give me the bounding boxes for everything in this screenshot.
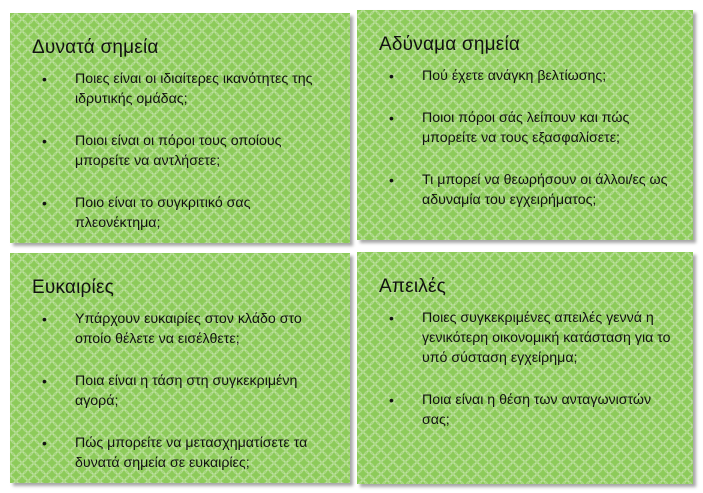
bullet-icon: • [389,392,394,408]
threats-list [379,308,675,430]
list-item-text: Πώς μπορείτε να μετασχηματίσετε τα δυνατά σημεία σε ευκαιρίες; [75,435,308,471]
list-item [32,433,332,473]
list-item-text: Ποιες είναι οι ιδιαίτερες ικανότητες της ιδρυτικής ομάδας; [75,71,313,107]
bullet-icon: • [42,311,47,327]
strengths-title: Δυνατά σημεία [32,37,159,58]
list-item [379,308,675,368]
list-item [32,69,332,109]
opportunities-list [32,309,332,473]
list-item-text: Ποια είναι η τάση στη συγκεκριμένη αγορά; [75,373,298,409]
bullet-icon: • [42,71,47,87]
bullet-icon: • [389,310,394,326]
list-item [32,371,332,411]
opportunities-title: Ευκαιρίες [32,277,114,298]
bullet-icon: • [389,68,394,84]
threats-panel [357,252,693,484]
list-item-text: Ποιοι πόροι σάς λείπουν και πώς μπορείτε να τους εξασφαλίσετε; [422,110,630,146]
bullet-icon: • [389,172,394,188]
list-item-text: Υπάρχουν ευκαιρίες στον κλάδο στο οποίο θέλετε να εισέλθετε; [75,311,302,347]
bullet-icon: • [42,195,47,211]
strengths-list [32,69,332,233]
list-item [379,66,675,86]
weaknesses-panel [357,10,693,240]
list-item-text: Πού έχετε ανάγκη βελτίωσης; [422,68,607,84]
strengths-panel [10,13,350,243]
bullet-icon: • [42,133,47,149]
list-item [379,108,675,148]
weaknesses-title: Αδύναμα σημεία [379,34,521,55]
list-item-text: Ποιοι είναι οι πόροι τους οποίους μπορείτε να αντλήσετε; [75,133,282,169]
bullet-icon: • [389,110,394,126]
list-item-text: Ποιες συγκεκριμένες απειλές γεννά η γενικότερη οικονομική κατάσταση για το υπό σύσταση εγχείρημα; [422,310,671,366]
list-item [379,390,675,430]
bullet-icon: • [42,435,47,451]
bullet-icon: • [42,373,47,389]
threats-title: Απειλές [379,276,447,297]
list-item [32,131,332,171]
weaknesses-list [379,66,675,210]
opportunities-panel [10,253,350,483]
list-item [32,193,332,233]
list-item-text: Ποιο είναι το συγκριτικό σας πλεονέκτημα; [75,195,251,231]
list-item [32,309,332,349]
list-item [379,170,675,210]
list-item-text: Ποια είναι η θέση των ανταγωνιστών σας; [422,392,652,428]
list-item-text: Τι μπορεί να θεωρήσουν οι άλλοι/ες ως αδυναμία του εγχειρήματος; [422,172,668,208]
